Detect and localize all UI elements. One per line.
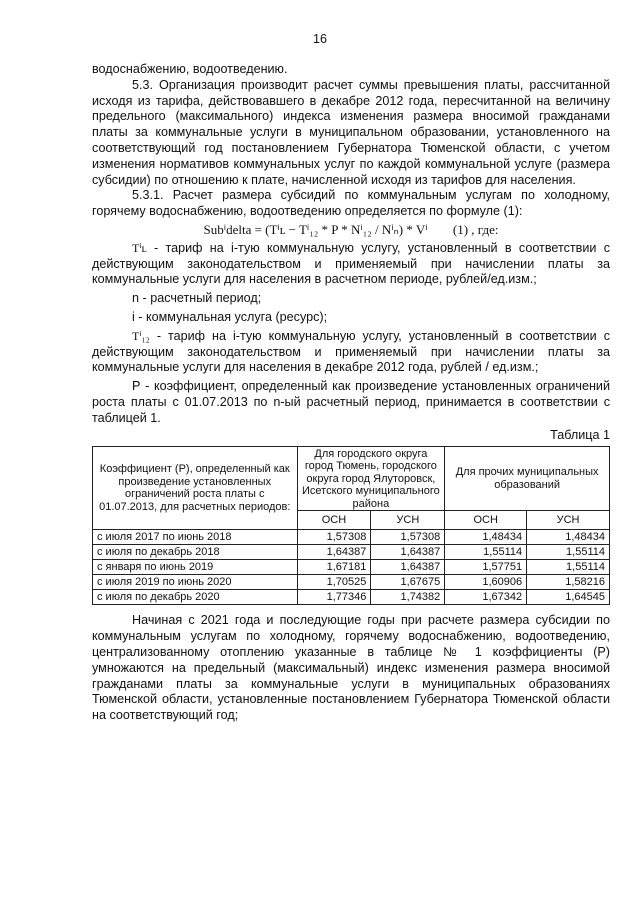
table-row xyxy=(93,590,610,605)
table-cell-value: 1,67181 xyxy=(297,560,371,575)
table-subheader-osn: ОСН xyxy=(445,511,527,530)
table-cell-value: 1,77346 xyxy=(297,590,371,605)
table-cell-value: 1,67675 xyxy=(371,575,445,590)
table-cell-value: 1,60906 xyxy=(445,575,527,590)
table-subheader-usn: УСН xyxy=(371,511,445,530)
table-row xyxy=(93,530,610,545)
paragraph-5-3-1: 5.3.1. Расчет размера субсидий по коммунальным услугам по холодному, горячему водоснабжению, водоотведению определяется по формуле (1): xyxy=(92,188,610,219)
symbol-tl: Tⁱʟ xyxy=(132,240,147,255)
table-subheader-usn: УСН xyxy=(527,511,610,530)
definition-p: Р - коэффициент, определенный как произведение установленных ограничений роста платы с 01.07.2013 по n-ый расчетный период, принимается в соответствии с таблицей 1. xyxy=(92,379,610,425)
table-cell-value: 1,57751 xyxy=(445,560,527,575)
table-cell-value: 1,64545 xyxy=(527,590,610,605)
table-caption: Таблица 1 xyxy=(550,427,610,442)
definition-tl xyxy=(92,241,610,288)
table-cell-value: 1,64387 xyxy=(297,545,371,560)
table-cell-value: 1,57308 xyxy=(297,530,371,545)
definition-tl-text: - тариф на i-тую коммунальную услугу, установленный в соответствии с действующим законодательством и применяемый при начислении платы за коммунальные услуги для населения в расчетном периоде, рублей/ед.изм.; xyxy=(92,240,611,287)
paragraph-final: Начиная с 2021 года и последующие годы при расчете размера субсидии по коммунальным услугам по холодному, горячему водоснабжению, водоотведению, централизованному отоплению указанные в таблице № 1 коэффициенты (Р) умножаются на предельный (максимальный) индекс изменения размера вносимой гражданами платы за коммунальные услуги в муниципальных образованиях Тюменской области, установленные постановлением Губернатора Тюменской области на соответствующий год; xyxy=(92,613,610,723)
definition-t12 xyxy=(92,329,610,376)
page-number: 16 xyxy=(313,32,327,46)
table-header-period: Коэффициент (Р), определенный как произведение установленных ограничений роста платы с 01.07.2013, для расчетных периодов: xyxy=(93,447,298,530)
definition-i: i - коммунальная услуга (ресурс); xyxy=(132,309,328,324)
paragraph-continuation: водоснабжению, водоотведению. xyxy=(92,62,288,76)
table-cell-value: 1,64387 xyxy=(371,545,445,560)
table-cell-value: 1,55114 xyxy=(445,545,527,560)
definition-n: n - расчетный период; xyxy=(132,291,262,306)
coefficient-table xyxy=(92,446,610,605)
table-subheader-osn: ОСН xyxy=(297,511,371,530)
table-cell-value: 1,57308 xyxy=(371,530,445,545)
table-cell-value: 1,48434 xyxy=(527,530,610,545)
table-cell-value: 1,74382 xyxy=(371,590,445,605)
document-body xyxy=(92,62,610,724)
table-row xyxy=(93,575,610,590)
table-cell-period: с июля по декабрь 2018 xyxy=(93,545,298,560)
symbol-t12: Tⁱ₁₂ xyxy=(132,328,150,343)
formula-expression: Subⁱdelta = (Tⁱʟ − Tⁱ₁₂ * P * Nⁱ₁₂ / Nⁱₙ) * Vⁱ xyxy=(203,221,428,237)
definition-t12-text: - тариф на i-тую коммунальную услугу, установленный в соответствии с действующим законодательством и применяемый при начислении платы за коммунальные услуги для населения в декабре 2012 года, рублей / ед.изм.; xyxy=(92,328,610,375)
formula-number: (1) , где: xyxy=(452,221,499,237)
paragraph-5-3: 5.3. Организация производит расчет суммы превышения платы, рассчитанной исходя из тарифа, действовавшего в декабре 2012 года, пересчитанной на величину предельного (максимального) индекса изменения размера вносимой гражданами платы за коммунальные услуги в муниципальном образовании, установленного на соответствующий год постановлением Губернатора Тюменской области, с учетом изменения нормативов коммунальных услуг по каждой коммунальной услуге (размера субсидии) по отношению к плате, начисленной исходя из тарифов для населения. xyxy=(92,77,610,187)
table-header-group-cities: Для городского округа город Тюмень, городского округа город Ялуторовск, Исетского муниципального района xyxy=(297,447,445,511)
table-cell-value: 1,55114 xyxy=(527,560,610,575)
table-cell-period: с июля 2019 по июнь 2020 xyxy=(93,575,298,590)
table-cell-value: 1,70525 xyxy=(297,575,371,590)
table-cell-value: 1,67342 xyxy=(445,590,527,605)
table-header-group-other: Для прочих муниципальных образований xyxy=(445,447,610,511)
table-cell-value: 1,64387 xyxy=(371,560,445,575)
table-row xyxy=(93,560,610,575)
table-cell-value: 1,55114 xyxy=(527,545,610,560)
table-cell-value: 1,58216 xyxy=(527,575,610,590)
table-cell-period: с июля по декабрь 2020 xyxy=(93,590,298,605)
table-row xyxy=(93,545,610,560)
formula-1 xyxy=(92,222,610,238)
table-cell-period: с января по июнь 2019 xyxy=(93,560,298,575)
table-cell-period: с июля 2017 по июнь 2018 xyxy=(93,530,298,545)
table-cell-value: 1,48434 xyxy=(445,530,527,545)
